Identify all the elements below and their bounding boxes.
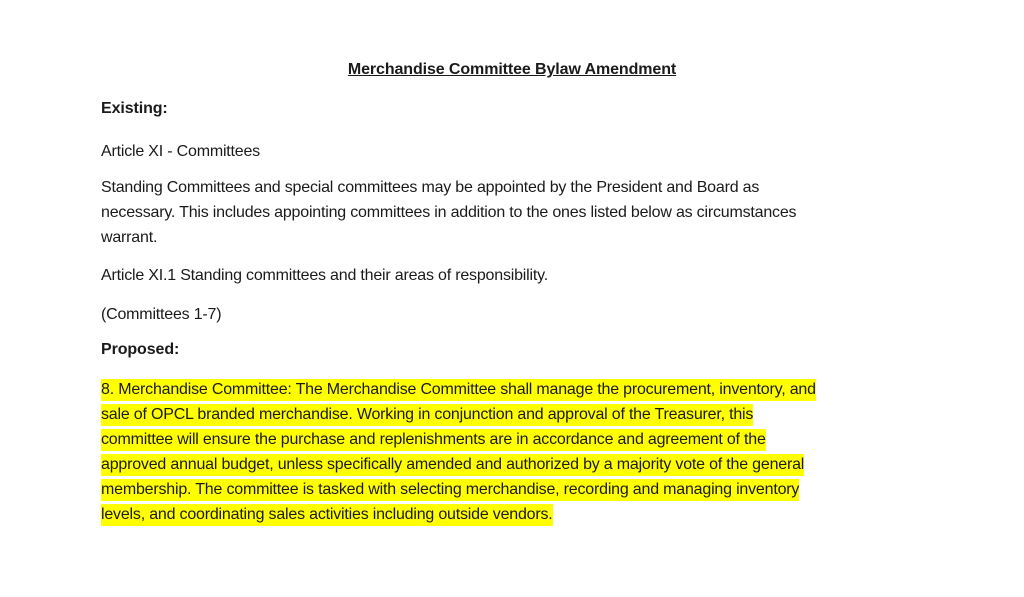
highlighted-line [101,402,891,427]
highlighted-text-after-cursor: budget, unless specifically amended and authorized by a majority vote of the general [221,454,804,476]
highlighted-line [101,502,891,527]
standing-committees-paragraph [101,175,891,250]
article-subsection: Article XI.1 Standing committees and their areas of responsibility. [101,267,548,284]
highlighted-text: levels, and coordinating sales activities including outside vendors. [101,504,553,526]
highlighted-text: membership. The committee is tasked with selecting merchandise, recording and managing inventory [101,479,799,501]
paragraph-line: necessary. This includes appointing committees in addition to the ones listed below as circumstances [101,204,797,221]
paragraph-line: Standing Committees and special committees may be appointed by the President and Board as [101,179,760,196]
highlighted-line [101,452,891,477]
proposed-paragraph[interactable] [101,377,891,527]
highlighted-line [101,377,891,402]
highlighted-text: 8. Merchandise Committee: The Merchandise Committee shall manage the procurement, inventory, and [101,379,816,401]
highlighted-line [101,427,891,452]
highlighted-text: sale of OPCL branded merchandise. Working in conjunction and approval of the Treasurer, this [101,404,753,426]
highlighted-line [101,477,891,502]
committees-range: (Committees 1-7) [101,306,222,323]
highlighted-text: committee will ensure the purchase and replenishments are in accordance and agreement of the [101,429,766,451]
highlighted-text-before-cursor: approved annual [101,454,221,476]
paragraph-line: warrant. [101,229,158,246]
document-title: Merchandise Committee Bylaw Amendment [347,61,677,78]
article-title: Article XI - Committees [101,143,260,160]
existing-heading: Existing: [101,100,168,117]
proposed-heading: Proposed: [101,341,180,358]
